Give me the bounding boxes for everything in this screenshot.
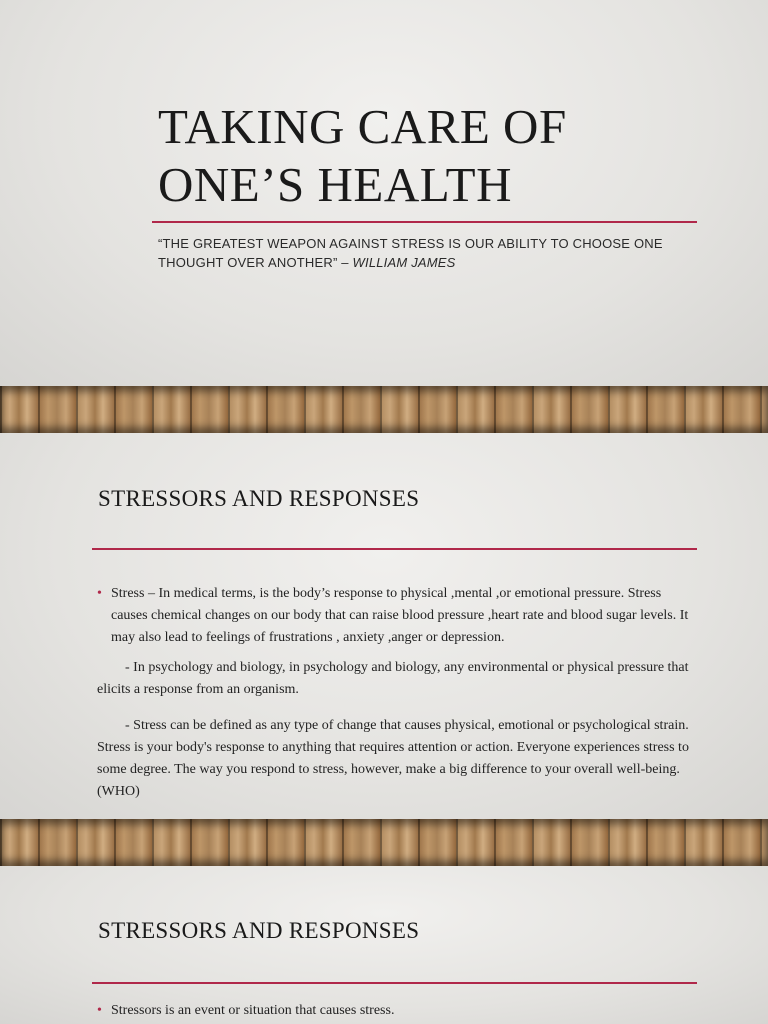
quote-text: “THE GREATEST WEAPON AGAINST STRESS IS OUR ABILITY TO CHOOSE ONE THOUGHT OVER ANOTHER” – bbox=[158, 236, 663, 270]
slide-body bbox=[97, 583, 697, 817]
wood-floor-divider bbox=[0, 819, 768, 866]
slide-title bbox=[0, 0, 768, 386]
body-paragraph-1: - In psychology and biology, in psychology and biology, any environmental or physical pressure that elicits a response from an organism. bbox=[97, 660, 689, 697]
heading-divider bbox=[92, 982, 697, 984]
slide-stressors-1 bbox=[0, 433, 768, 819]
body-paragraph-2: - Stress can be defined as any type of change that causes physical, emotional or psychological strain. Stress is your body's response to anything that requires attention or action. Everyone experiences stress to some degree. The way you respond to stress, however, make a big difference to your overall well-being. (WHO) bbox=[97, 718, 689, 799]
slide-heading: STRESSORS AND RESPONSES bbox=[98, 918, 420, 943]
title-divider bbox=[152, 221, 697, 223]
bullet-item bbox=[97, 583, 697, 649]
bullet-text: Stressors is an event or situation that causes stress. bbox=[111, 1003, 395, 1018]
slide-stressors-2 bbox=[0, 866, 768, 1024]
slide-quote bbox=[158, 234, 698, 272]
quote-author: WILLIAM JAMES bbox=[352, 255, 456, 270]
bullet-item bbox=[97, 1000, 697, 1022]
bullet-icon: • bbox=[97, 1003, 102, 1018]
heading-divider bbox=[92, 548, 697, 550]
bullet-icon: • bbox=[97, 586, 102, 601]
slide-title-heading: TAKING CARE OF ONE’S HEALTH bbox=[158, 99, 567, 212]
bullet-text: Stress – In medical terms, is the body’s response to physical ,mental ,or emotional pressure. Stress causes chemical changes on our body that can raise blood pressure ,heart rate and blood sugar levels. It may also lead to feelings of frustrations , anxiety ,anger or depression. bbox=[111, 586, 689, 645]
slide-body bbox=[97, 1000, 697, 1022]
wood-floor-divider bbox=[0, 386, 768, 433]
slide-heading: STRESSORS AND RESPONSES bbox=[98, 486, 420, 511]
